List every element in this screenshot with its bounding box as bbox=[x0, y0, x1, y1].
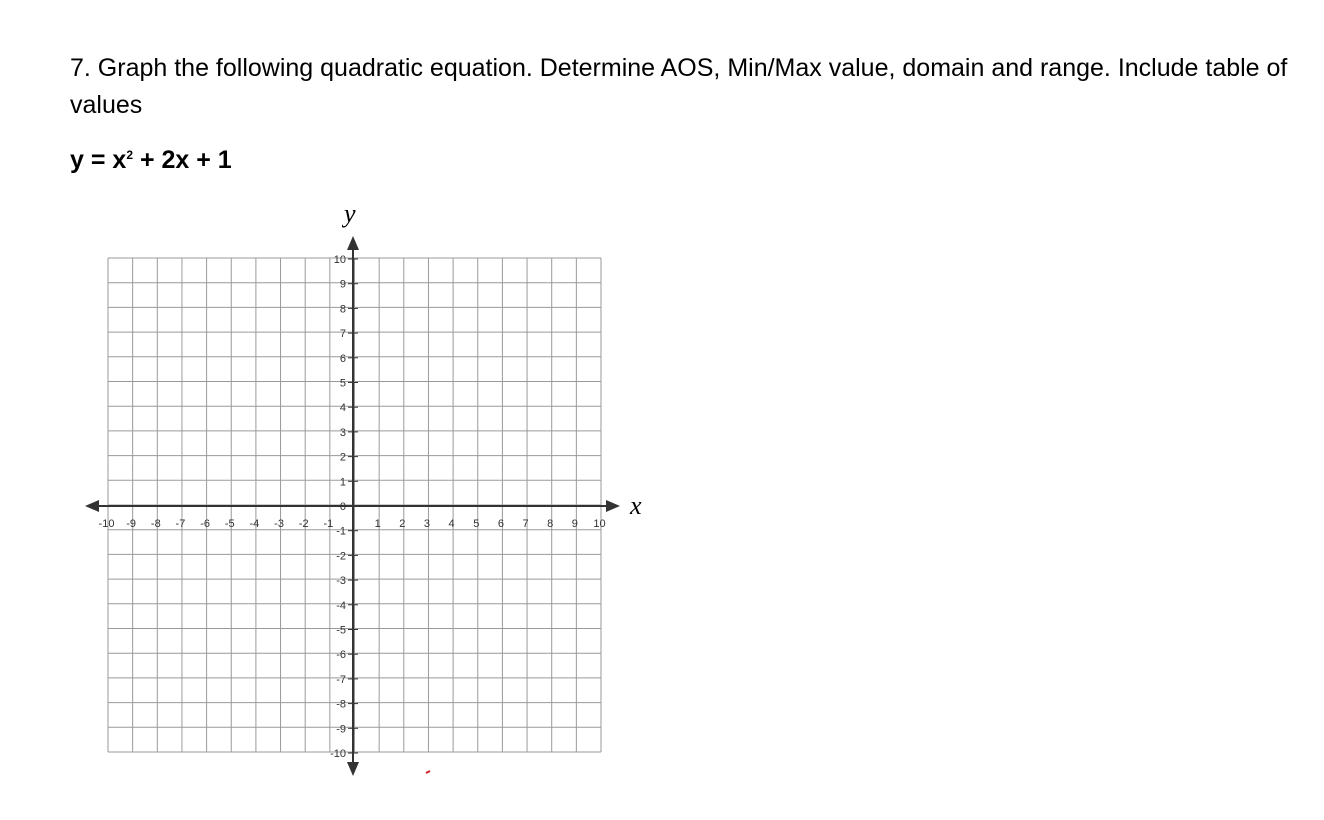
x-tick-label: 9 bbox=[571, 518, 578, 530]
equation-exponent: 2 bbox=[126, 148, 133, 162]
x-tick-label: 8 bbox=[547, 518, 554, 530]
x-tick-label: -2 bbox=[298, 518, 309, 530]
y-tick-label: -4 bbox=[336, 599, 346, 612]
y-tick-label: -7 bbox=[336, 673, 346, 686]
equation-lhs: y = x bbox=[70, 146, 127, 174]
y-tick-label: 1 bbox=[339, 476, 346, 489]
y-tick-label: 5 bbox=[339, 377, 346, 390]
y-tick-label: 6 bbox=[339, 352, 346, 365]
equation-rhs: + 2x + 1 bbox=[133, 146, 232, 174]
y-tick-label: -6 bbox=[336, 649, 346, 662]
x-tick-label: 4 bbox=[448, 518, 455, 530]
y-tick-label: 2 bbox=[339, 451, 346, 464]
x-tick-label: 2 bbox=[399, 518, 406, 530]
x-tick-label: -4 bbox=[249, 518, 260, 530]
y-tick-label: 7 bbox=[339, 328, 346, 341]
x-tick-label: -6 bbox=[200, 518, 210, 530]
x-tick-label: -10 bbox=[98, 518, 115, 530]
x-tick-label: -9 bbox=[126, 518, 137, 530]
x-axis-title: x bbox=[630, 491, 642, 520]
x-tick-label: 6 bbox=[497, 518, 504, 530]
x-tick-label: 3 bbox=[423, 518, 431, 530]
x-tick-label: -1 bbox=[323, 518, 334, 530]
x-tick-label: 10 bbox=[593, 518, 606, 530]
y-axis-title: y bbox=[344, 199, 356, 228]
y-tick-label: -10 bbox=[330, 748, 346, 760]
y-axis-bottom-arrow bbox=[347, 762, 359, 776]
y-tick-label: 4 bbox=[339, 402, 346, 415]
x-tick-label: -5 bbox=[224, 518, 235, 530]
x-tick-label: -3 bbox=[274, 518, 284, 530]
y-tick-label: 10 bbox=[333, 254, 346, 266]
y-tick-label: 9 bbox=[339, 278, 346, 291]
x-tick-label: 7 bbox=[522, 518, 529, 530]
y-tick-label: -1 bbox=[336, 525, 346, 538]
y-tick-label: 8 bbox=[339, 303, 346, 316]
y-tick-label: 3 bbox=[339, 426, 346, 439]
y-tick-label: -9 bbox=[336, 723, 346, 736]
y-axis-top-arrow bbox=[347, 236, 359, 250]
question-text: 7. Graph the following quadratic equation. Determine AOS, Min/Max value, domain and range. Include table of values bbox=[70, 54, 1288, 119]
x-axis-left-arrow bbox=[85, 500, 99, 512]
y-tick-label: -2 bbox=[336, 550, 346, 563]
y-tick-label: -5 bbox=[336, 624, 346, 637]
x-axis-right-arrow bbox=[606, 500, 620, 512]
x-tick-label: -7 bbox=[175, 518, 186, 530]
axes bbox=[85, 236, 620, 776]
origin-label: 0 bbox=[339, 501, 346, 513]
x-tick-label: -8 bbox=[150, 518, 161, 530]
y-tick-label: -3 bbox=[336, 575, 346, 588]
x-tick-label: 5 bbox=[473, 518, 480, 530]
y-tick-label: -8 bbox=[336, 698, 346, 711]
stray-mark bbox=[426, 771, 430, 773]
x-tick-label: 1 bbox=[374, 518, 381, 530]
